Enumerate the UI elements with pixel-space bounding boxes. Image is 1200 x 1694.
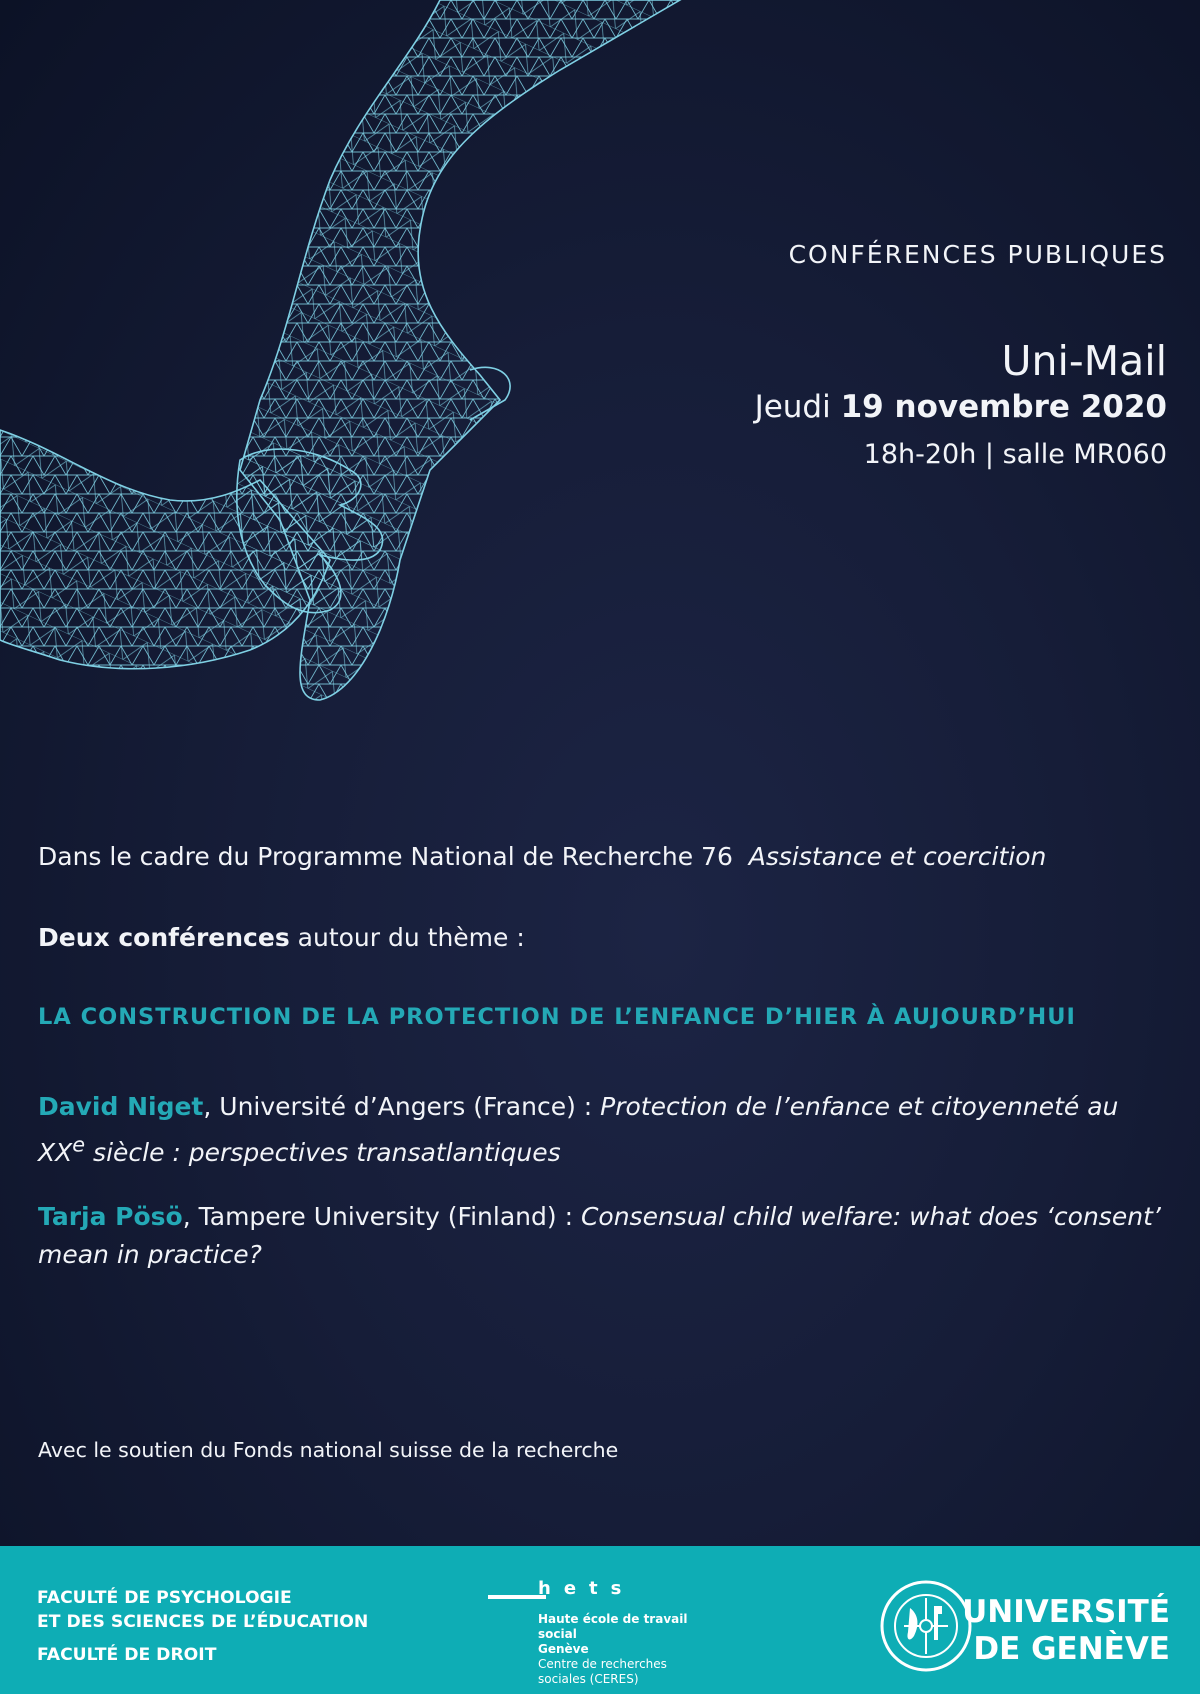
intro-line — [38, 923, 1168, 952]
description — [38, 842, 1168, 1274]
talk-title-part: Protection de l’enfance et citoyenneté au XX — [38, 1092, 1119, 1168]
university-name-line: UNIVERSITÉ — [962, 1594, 1170, 1630]
funding-acknowledgement: Avec le soutien du Fonds national suisse de la recherche — [38, 1438, 619, 1462]
hets-line: Genève — [538, 1642, 589, 1656]
event-day: Jeudi — [754, 389, 831, 425]
talk-title: Consensual child welfare: what does ‘consent’ mean in practice? — [38, 1202, 1161, 1270]
event-date — [755, 389, 1167, 425]
speaker-affiliation: , Université d’Angers (France) : — [203, 1092, 601, 1121]
hets-line: Centre de recherches — [538, 1657, 667, 1671]
faculty-law: FACULTÉ DE DROIT — [37, 1645, 217, 1665]
university-seal-icon — [880, 1580, 972, 1672]
series-label: CONFÉRENCES PUBLIQUES — [788, 240, 1167, 269]
programme-title: Assistance et coercition — [748, 842, 1047, 871]
programme-prefix: Dans le cadre du Programme National de Recherche 76 — [38, 842, 733, 871]
theme-title: LA CONSTRUCTION DE LA PROTECTION DE L’ENFANCE D’HIER À AUJOURD’HUI — [38, 1004, 1076, 1030]
faculty-line: FACULTÉ DE PSYCHOLOGIE — [37, 1588, 292, 1608]
venue: Uni-Mail — [1001, 337, 1167, 385]
speaker-1 — [38, 1088, 1168, 1172]
time-and-room: 18h-20h | salle MR060 — [863, 439, 1167, 470]
speaker-2 — [38, 1198, 1168, 1274]
faculty-line: ET DES SCIENCES DE L’ÉDUCATION — [37, 1612, 369, 1632]
hets-description — [538, 1612, 728, 1687]
university-name-line: DE GENÈVE — [973, 1631, 1170, 1667]
faculties — [37, 1586, 368, 1667]
speaker-name: David Niget — [38, 1092, 204, 1121]
speaker-name: Tarja Pösö — [38, 1202, 183, 1232]
university-name — [962, 1594, 1170, 1668]
holding-hands-wireframe-illustration — [0, 0, 700, 720]
intro-rest: autour du thème : — [289, 923, 525, 952]
hets-wordmark: hets — [538, 1578, 635, 1599]
event-info — [755, 240, 1167, 470]
speaker-affiliation: , Tampere University (Finland) : — [182, 1202, 581, 1232]
footer-band — [0, 1546, 1200, 1694]
faculty-psychology — [37, 1586, 368, 1634]
talk-title-superscript: e — [72, 1133, 86, 1157]
programme-line — [38, 842, 1168, 871]
hets-line: sociales (CERES) — [538, 1672, 639, 1686]
event-date-value: 19 novembre 2020 — [840, 389, 1167, 425]
talk-title-part: siècle : perspectives transatlantiques — [85, 1138, 561, 1168]
intro-bold: Deux conférences — [38, 923, 290, 952]
hets-line: Haute école de travail social — [538, 1612, 688, 1641]
